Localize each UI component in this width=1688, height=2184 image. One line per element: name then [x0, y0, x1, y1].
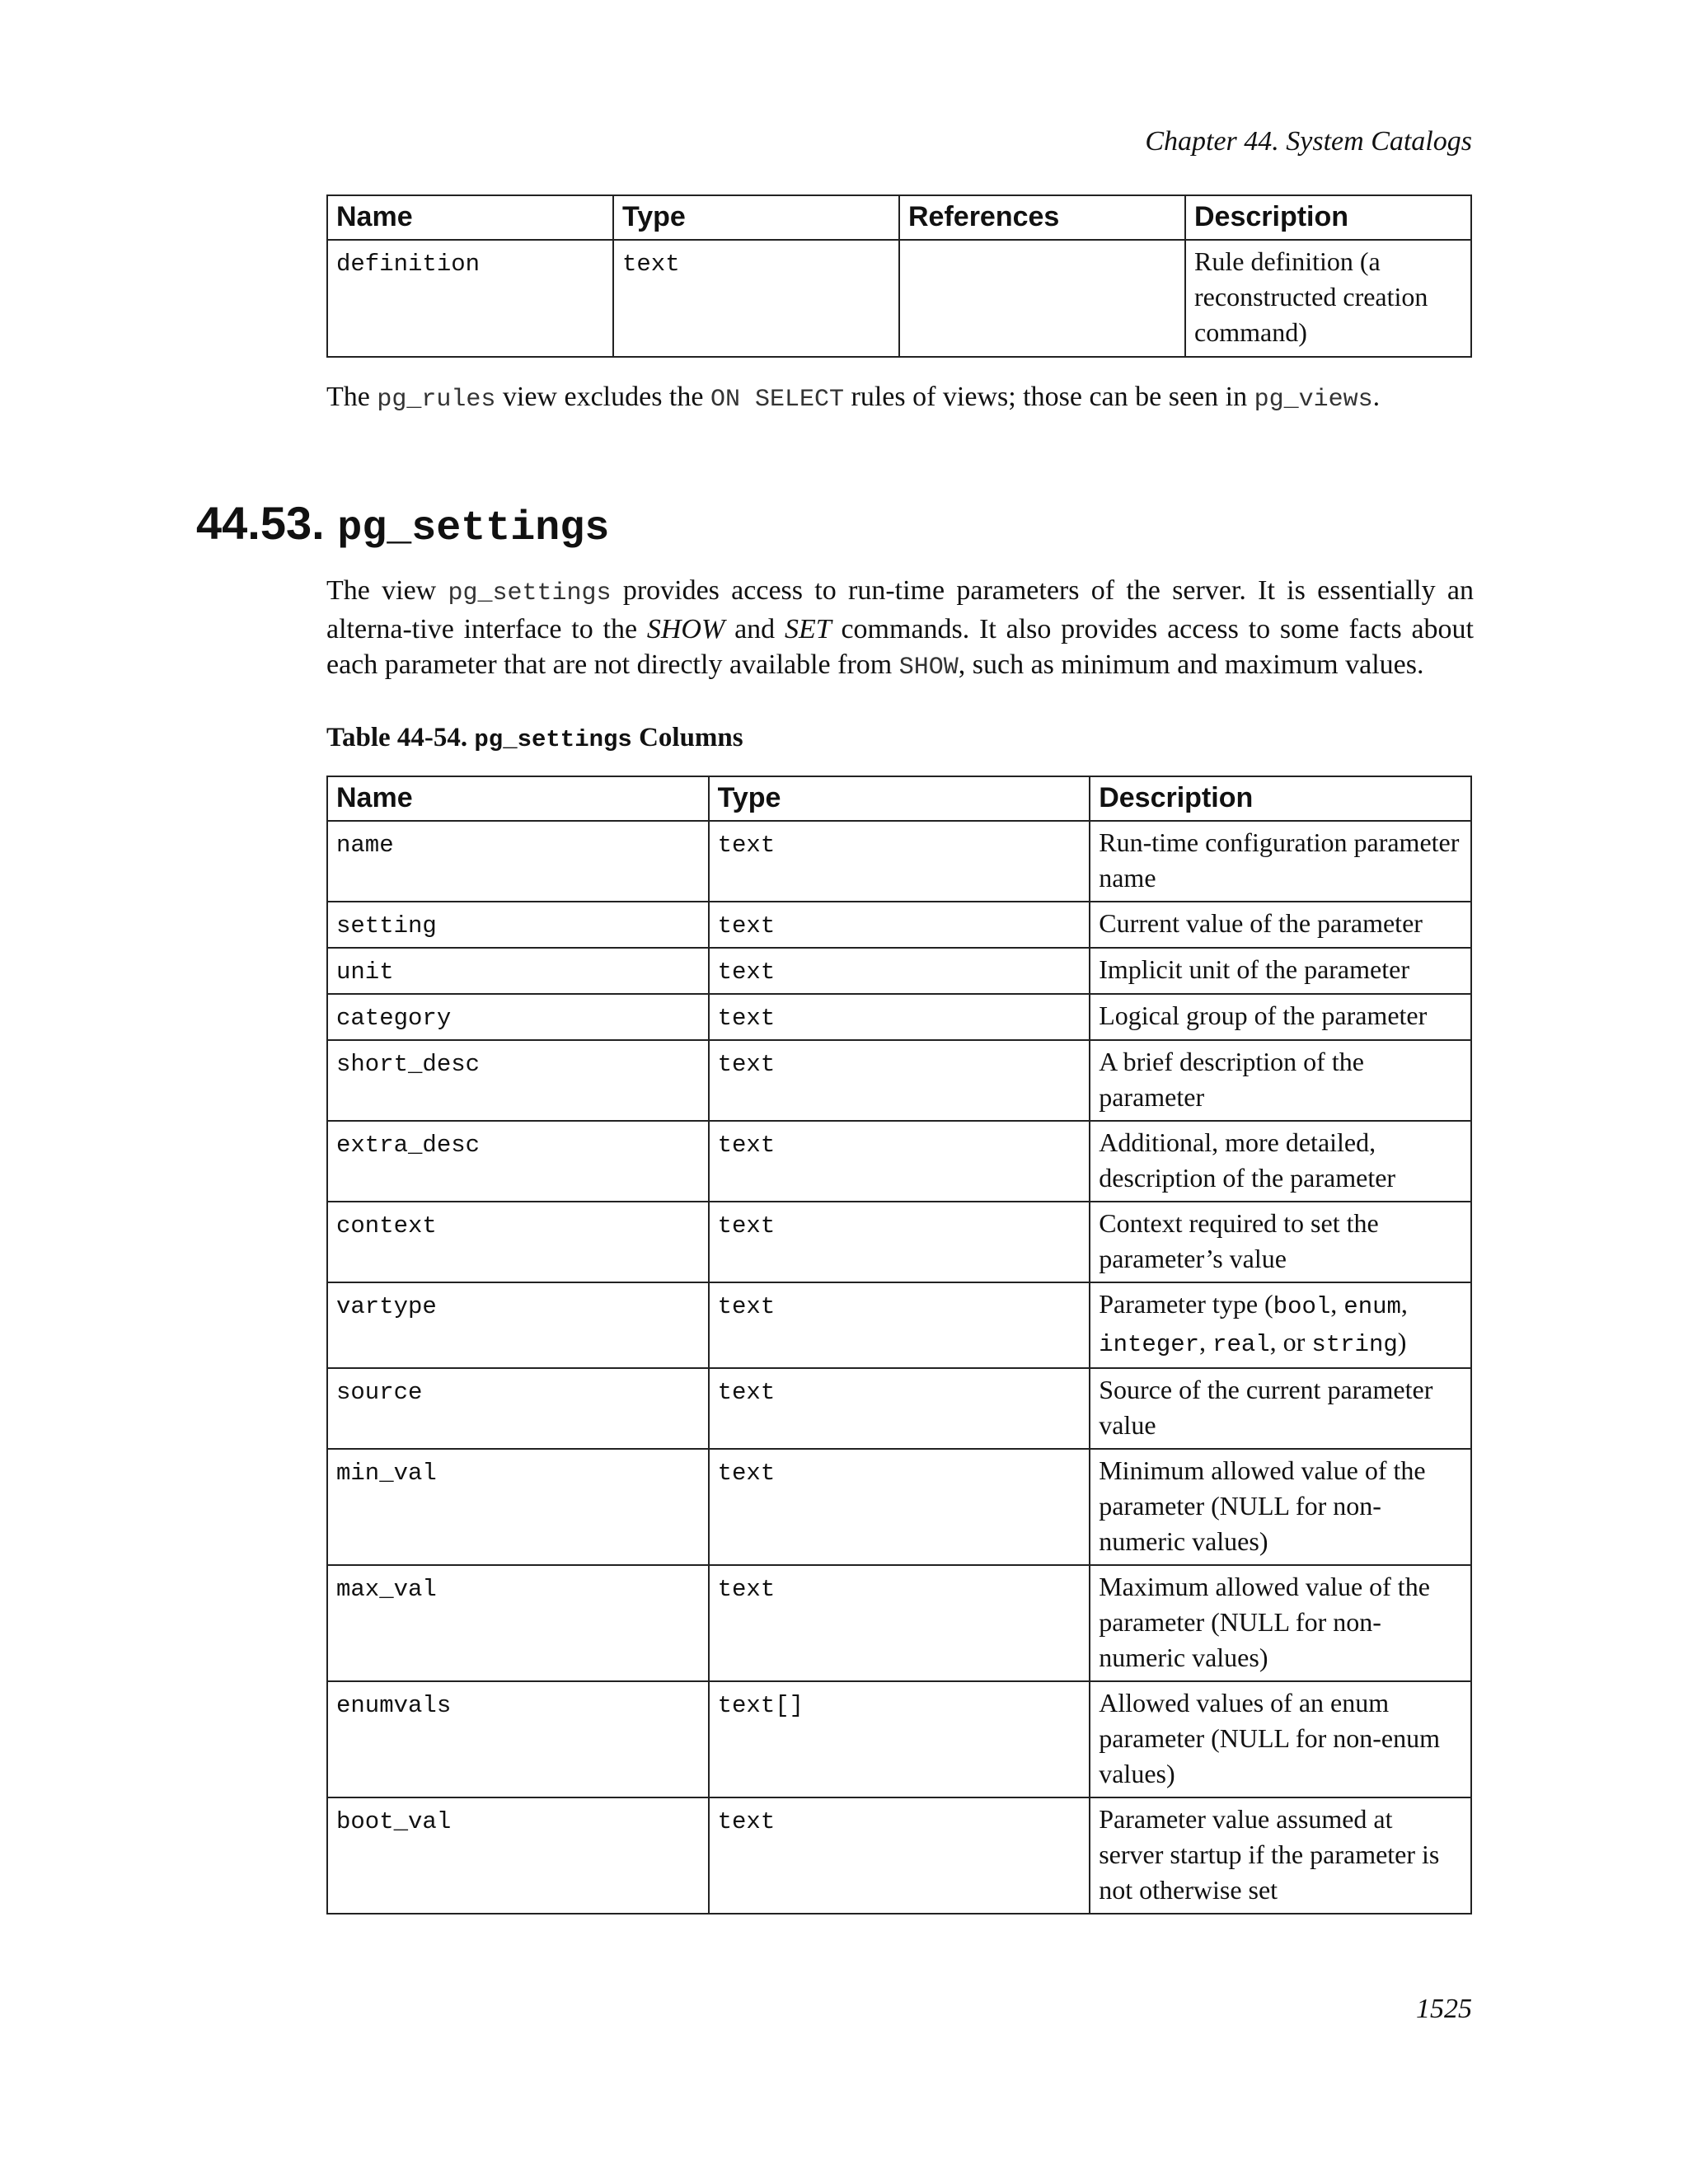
table-row [327, 821, 1471, 902]
cell-type: text [709, 1368, 1090, 1449]
table-header-row [327, 776, 1471, 821]
show-command: SHOW [646, 614, 725, 644]
cell-description: Rule definition (a reconstructed creation command) [1185, 240, 1471, 357]
cell-description: Allowed values of an enum parameter (NULL for non-enum values) [1090, 1681, 1471, 1797]
cell-description: Implicit unit of the parameter [1090, 948, 1471, 994]
section-title: pg_settings [337, 505, 610, 552]
page-number: 1525 [1416, 1994, 1472, 2024]
cell-description: Minimum allowed value of the parameter (NULL for non-numeric values) [1090, 1449, 1471, 1565]
cell-type: text [709, 1449, 1090, 1565]
cell-name: setting [327, 902, 709, 948]
code-on-select: ON SELECT [710, 386, 844, 414]
table-row [327, 1282, 1471, 1368]
text: ) [1397, 1327, 1407, 1357]
column-header-name: Name [327, 776, 709, 821]
column-header-description: Description [1185, 195, 1471, 240]
cell-type: text [709, 1202, 1090, 1282]
cell-name: definition [327, 240, 613, 357]
table-row [327, 994, 1471, 1040]
text: The [326, 382, 377, 412]
pg-settings-columns-table [326, 776, 1472, 1915]
caption-code: pg_settings [474, 726, 632, 753]
table-row [327, 240, 1471, 357]
cell-type: text[] [709, 1681, 1090, 1797]
caption-label: Table 44-54. [326, 723, 468, 752]
text: , [1400, 1289, 1408, 1319]
cell-type: text [613, 240, 899, 357]
column-header-type: Type [613, 195, 899, 240]
text: and [724, 614, 785, 644]
text: , [1199, 1327, 1213, 1357]
code-pg-settings: pg_settings [448, 579, 612, 607]
column-header-name: Name [327, 195, 613, 240]
code-show: SHOW [898, 654, 959, 682]
code-enum: enum [1343, 1293, 1401, 1320]
cell-name: category [327, 994, 709, 1040]
cell-name: vartype [327, 1282, 709, 1368]
table-row [327, 1797, 1471, 1914]
section-number: 44.53. [196, 497, 325, 549]
cell-type: text [709, 1565, 1090, 1681]
table-row [327, 1449, 1471, 1565]
running-header: Chapter 44. System Catalogs [1145, 126, 1472, 157]
table-row [327, 1368, 1471, 1449]
set-command: SET [784, 614, 832, 644]
cell-references [899, 240, 1185, 357]
table-row [327, 902, 1471, 948]
text: , [1330, 1289, 1344, 1319]
cell-name: extra_desc [327, 1121, 709, 1202]
caption-suffix: Columns [639, 723, 743, 752]
code-pg-rules: pg_rules [377, 386, 496, 414]
column-header-type: Type [709, 776, 1090, 821]
cell-type: text [709, 948, 1090, 994]
code-string: string [1311, 1331, 1398, 1358]
intro-paragraph [326, 573, 1474, 686]
cell-name: short_desc [327, 1040, 709, 1121]
cell-description: Run-time configuration parameter name [1090, 821, 1471, 902]
table-row [327, 948, 1471, 994]
cell-type: text [709, 1121, 1090, 1202]
cell-name: boot_val [327, 1797, 709, 1914]
text: . [1372, 382, 1381, 412]
cell-type: text [709, 1282, 1090, 1368]
cell-name: unit [327, 948, 709, 994]
text: provides access to run-time parameters of the server. It is essentially an alterna-tive interface to the [326, 575, 1474, 644]
cell-type: text [709, 1040, 1090, 1121]
cell-description: Parameter value assumed at server startup if the parameter is not otherwise set [1090, 1797, 1471, 1914]
table-row [327, 1040, 1471, 1121]
cell-description: Logical group of the parameter [1090, 994, 1471, 1040]
text: , or [1269, 1327, 1312, 1357]
rules-note-paragraph [326, 379, 1474, 418]
cell-type: text [709, 821, 1090, 902]
cell-description [1090, 1282, 1471, 1368]
cell-name: context [327, 1202, 709, 1282]
table-row [327, 1121, 1471, 1202]
cell-name: min_val [327, 1449, 709, 1565]
cell-name: enumvals [327, 1681, 709, 1797]
text: rules of views; those can be seen in [844, 382, 1254, 412]
cell-name: source [327, 1368, 709, 1449]
table-caption [326, 720, 743, 757]
cell-type: text [709, 994, 1090, 1040]
code-real: real [1212, 1331, 1270, 1358]
cell-description: A brief description of the parameter [1090, 1040, 1471, 1121]
cell-description: Context required to set the parameter’s value [1090, 1202, 1471, 1282]
code-integer: integer [1099, 1331, 1200, 1358]
table-row [327, 1202, 1471, 1282]
cell-description: Additional, more detailed, description of the parameter [1090, 1121, 1471, 1202]
column-header-references: References [899, 195, 1185, 240]
code-bool: bool [1273, 1293, 1331, 1320]
table-row [327, 1681, 1471, 1797]
cell-description: Source of the current parameter value [1090, 1368, 1471, 1449]
text: view excludes the [495, 382, 710, 412]
cell-description: Maximum allowed value of the parameter (NULL for non-numeric values) [1090, 1565, 1471, 1681]
text: , such as minimum and maximum values. [958, 649, 1424, 680]
cell-name: name [327, 821, 709, 902]
cell-description: Current value of the parameter [1090, 902, 1471, 948]
text: Parameter type ( [1099, 1289, 1273, 1319]
pg-rules-table-continued [326, 194, 1472, 358]
text: commands. It also provides access to some facts about each parameter that are not directly available from [326, 614, 1474, 680]
cell-type: text [709, 1797, 1090, 1914]
column-header-description: Description [1090, 776, 1471, 821]
cell-type: text [709, 902, 1090, 948]
table-header-row [327, 195, 1471, 240]
cell-name: max_val [327, 1565, 709, 1681]
table-row [327, 1565, 1471, 1681]
code-pg-views: pg_views [1254, 386, 1373, 414]
section-heading [196, 494, 609, 558]
text: The view [326, 575, 448, 606]
